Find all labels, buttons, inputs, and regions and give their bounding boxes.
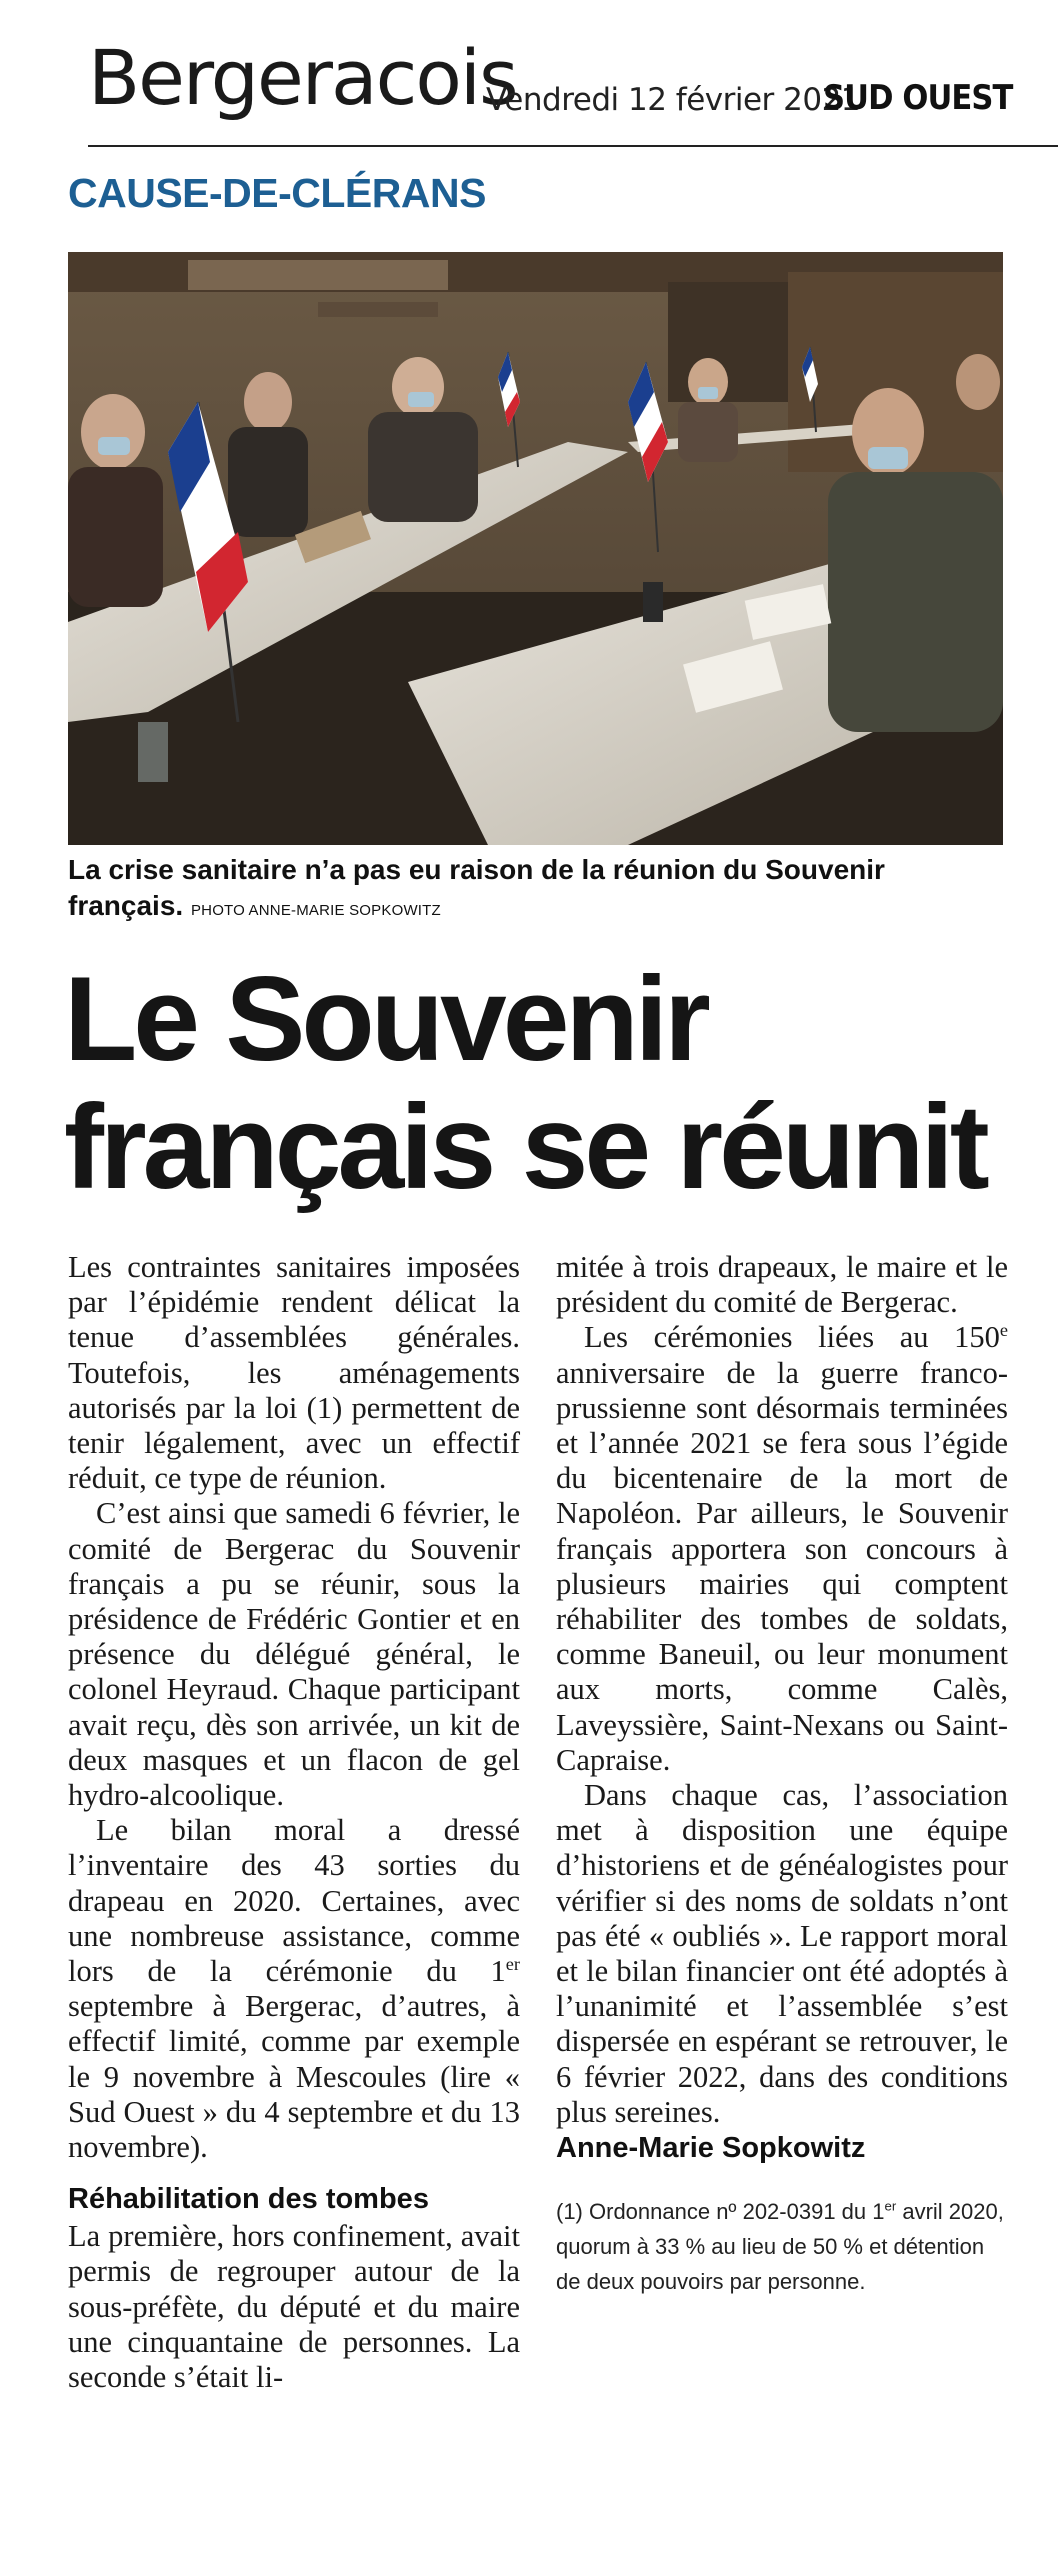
superscript: er bbox=[505, 1953, 520, 1974]
paragraph: Dans chaque cas, l’association met à disposition une équipe d’historiens et de généalogistes pour vérifier si des noms de soldats n’ont pas été « oubliés ». Le rapport moral et le bilan financier ont été adoptés à l’unanimité et l’assemblée s’est dispersée en espérant se retrouver, le 6 février 2022, dans des conditions plus sereines. bbox=[556, 1778, 1008, 2129]
paragraph-text: septembre à Bergerac, d’autres, à effectif limité, comme par exemple le 9 novembre à Mescoules (lire « Sud Ouest » du 4 septembre et du 13 novembre). bbox=[68, 1989, 520, 2165]
paragraph-text: Les cérémonies liées au 150 bbox=[584, 1320, 1000, 1355]
subheading: Réhabilitation des tombes bbox=[68, 2183, 429, 2216]
article-headline bbox=[64, 952, 1004, 1214]
headline-line-2: français se réunit bbox=[64, 1080, 986, 1214]
meeting-photo-illustration bbox=[68, 252, 1003, 845]
locality-label: CAUSE-DE-CLÉRANS bbox=[68, 170, 486, 216]
photo-credit: PHOTO ANNE-MARIE SOPKOWITZ bbox=[190, 902, 441, 919]
paragraph bbox=[556, 1320, 1008, 1778]
superscript: er bbox=[884, 2198, 897, 2214]
footnote-text: avril 2020, quorum à 33 % au lieu de 50 % et détention de deux pouvoirs par personne. bbox=[556, 2199, 1004, 2295]
headline-line-1: Le Souvenir bbox=[64, 952, 707, 1086]
section-title: Bergeracois bbox=[88, 33, 517, 122]
newspaper-name: SUD OUEST bbox=[823, 78, 1013, 118]
footnote-text: (1) Ordonnance nº 202-0391 du 1 bbox=[556, 2199, 885, 2225]
paragraph: La première, hors confinement, avait permis de regrouper autour de la sous-préfète, du député et du maire une cinquantaine de personnes. La seconde s’était li- bbox=[68, 2219, 520, 2395]
article-photo bbox=[68, 252, 1003, 845]
caption-text: La crise sanitaire n’a pas eu raison de la réunion du Souvenir français. bbox=[68, 854, 885, 921]
paragraph-text: anniversaire de la guerre franco-prussienne sont désormais terminées et l’année 2021 se fera sous l’égide du bicentenaire de la mort de Napoléon. Par ailleurs, le Souvenir français apportera son concours à plusieurs mairies qui comptent réhabiliter des tombes de soldats, comme Baneuil, ou leur monument aux morts, comme Calès, Laveyssière, Saint-Nexans ou Saint-Capraise. bbox=[556, 1355, 1008, 1777]
paragraph: C’est ainsi que samedi 6 février, le comité de Bergerac du Souvenir français a pu se réunir, sous la présidence de Frédéric Gontier et en présence du délégué général, le colonel Heyraud. Chaque participant avait reçu, dès son arrivée, un kit de deux masques et un flacon de gel hydro-alcoolique. bbox=[68, 1496, 520, 1813]
article-column-right bbox=[556, 1250, 1008, 2299]
article-column-left bbox=[68, 1250, 520, 2395]
paragraph: mitée à trois drapeaux, le maire et le président du comité de Bergerac. bbox=[556, 1250, 1008, 1320]
superscript: e bbox=[999, 1320, 1008, 1341]
paragraph: Les contraintes sanitaires imposées par l’épidémie rendent délicat la tenue d’assemblées générales. Toutefois, les aménagements autorisés par la loi (1) permettent de tenir légalement, avec un effectif réduit, ce type de réunion. bbox=[68, 1250, 520, 1496]
publication-date: Vendredi 12 février 2021 bbox=[486, 82, 861, 118]
paragraph bbox=[68, 1813, 520, 2165]
footnote bbox=[556, 2194, 1008, 2299]
author-signature: Anne-Marie Sopkowitz bbox=[556, 2132, 866, 2165]
masthead bbox=[88, 30, 1058, 147]
paragraph-text: Le bilan moral a dressé l’inventaire des 43 sorties du drapeau en 2020. Certaines, avec une nombreuse assistance, comme lors de la cérémonie du 1 bbox=[68, 1813, 520, 1989]
photo-caption bbox=[68, 852, 998, 929]
